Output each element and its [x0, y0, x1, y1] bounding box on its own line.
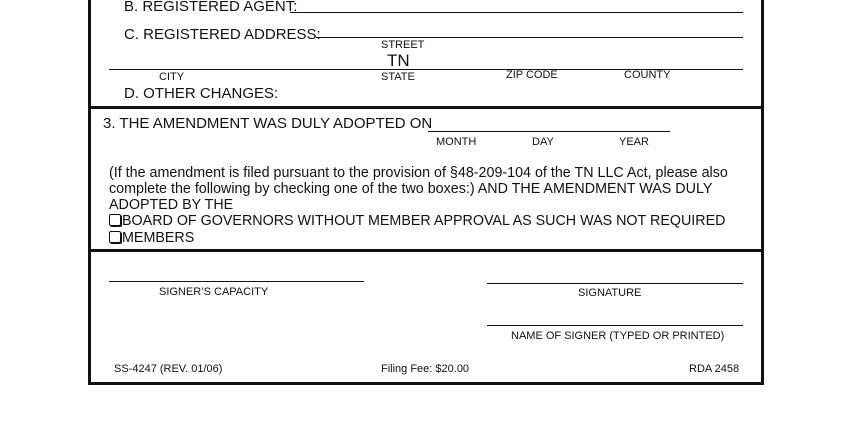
board-checkbox[interactable] — [109, 214, 121, 226]
city-label: CITY — [159, 71, 185, 83]
registered-agent-field[interactable] — [290, 12, 743, 13]
state-value: TN — [387, 51, 410, 70]
divider-bottom — [88, 382, 764, 385]
state-label: STATE — [381, 71, 415, 83]
members-checkbox[interactable] — [109, 231, 121, 243]
signature-label: SIGNATURE — [578, 287, 642, 299]
street-label: STREET — [381, 39, 425, 51]
adopted-on-label: 3. THE AMENDMENT WAS DULY ADOPTED ON — [103, 115, 433, 132]
members-option-label: MEMBERS — [122, 230, 195, 246]
month-label: MONTH — [436, 136, 477, 148]
registered-address-label: C. REGISTERED ADDRESS: — [124, 26, 321, 43]
name-of-signer-field[interactable] — [487, 325, 743, 326]
day-label: DAY — [532, 136, 554, 148]
street-field[interactable] — [316, 37, 743, 38]
option-board-of-governors[interactable] — [109, 213, 725, 229]
other-changes-label: D. OTHER CHANGES: — [124, 85, 279, 102]
provision-paragraph-line-3: ADOPTED BY THE — [109, 197, 234, 213]
signature-field[interactable] — [487, 283, 743, 284]
provision-paragraph-line-2: complete the following by checking one of the two boxes:) AND THE AMENDMENT WAS DULY — [109, 181, 713, 197]
registered-agent-label: B. REGISTERED AGENT: — [124, 0, 298, 15]
signers-capacity-label: SIGNER’S CAPACITY — [159, 286, 269, 298]
option-members[interactable] — [109, 230, 194, 246]
provision-paragraph-line-1: (If the amendment is filed pursuant to the provision of §48-209-104 of the TN LLC Act, please also — [109, 165, 728, 181]
rda-number: RDA 2458 — [689, 363, 740, 375]
board-option-label: BOARD OF GOVERNORS WITHOUT MEMBER APPROVAL AS SUCH WAS NOT REQUIRED — [122, 213, 726, 229]
county-label: COUNTY — [624, 69, 671, 81]
zip-code-label: ZIP CODE — [506, 69, 558, 81]
filing-fee: Filing Fee: $20.00 — [381, 363, 470, 375]
adopted-date-field[interactable] — [428, 131, 670, 132]
year-label: YEAR — [619, 136, 649, 148]
signers-capacity-field[interactable] — [109, 281, 364, 282]
form-number: SS-4247 (REV. 01/06) — [114, 363, 223, 375]
name-of-signer-label: NAME OF SIGNER (TYPED OR PRINTED) — [511, 330, 725, 342]
